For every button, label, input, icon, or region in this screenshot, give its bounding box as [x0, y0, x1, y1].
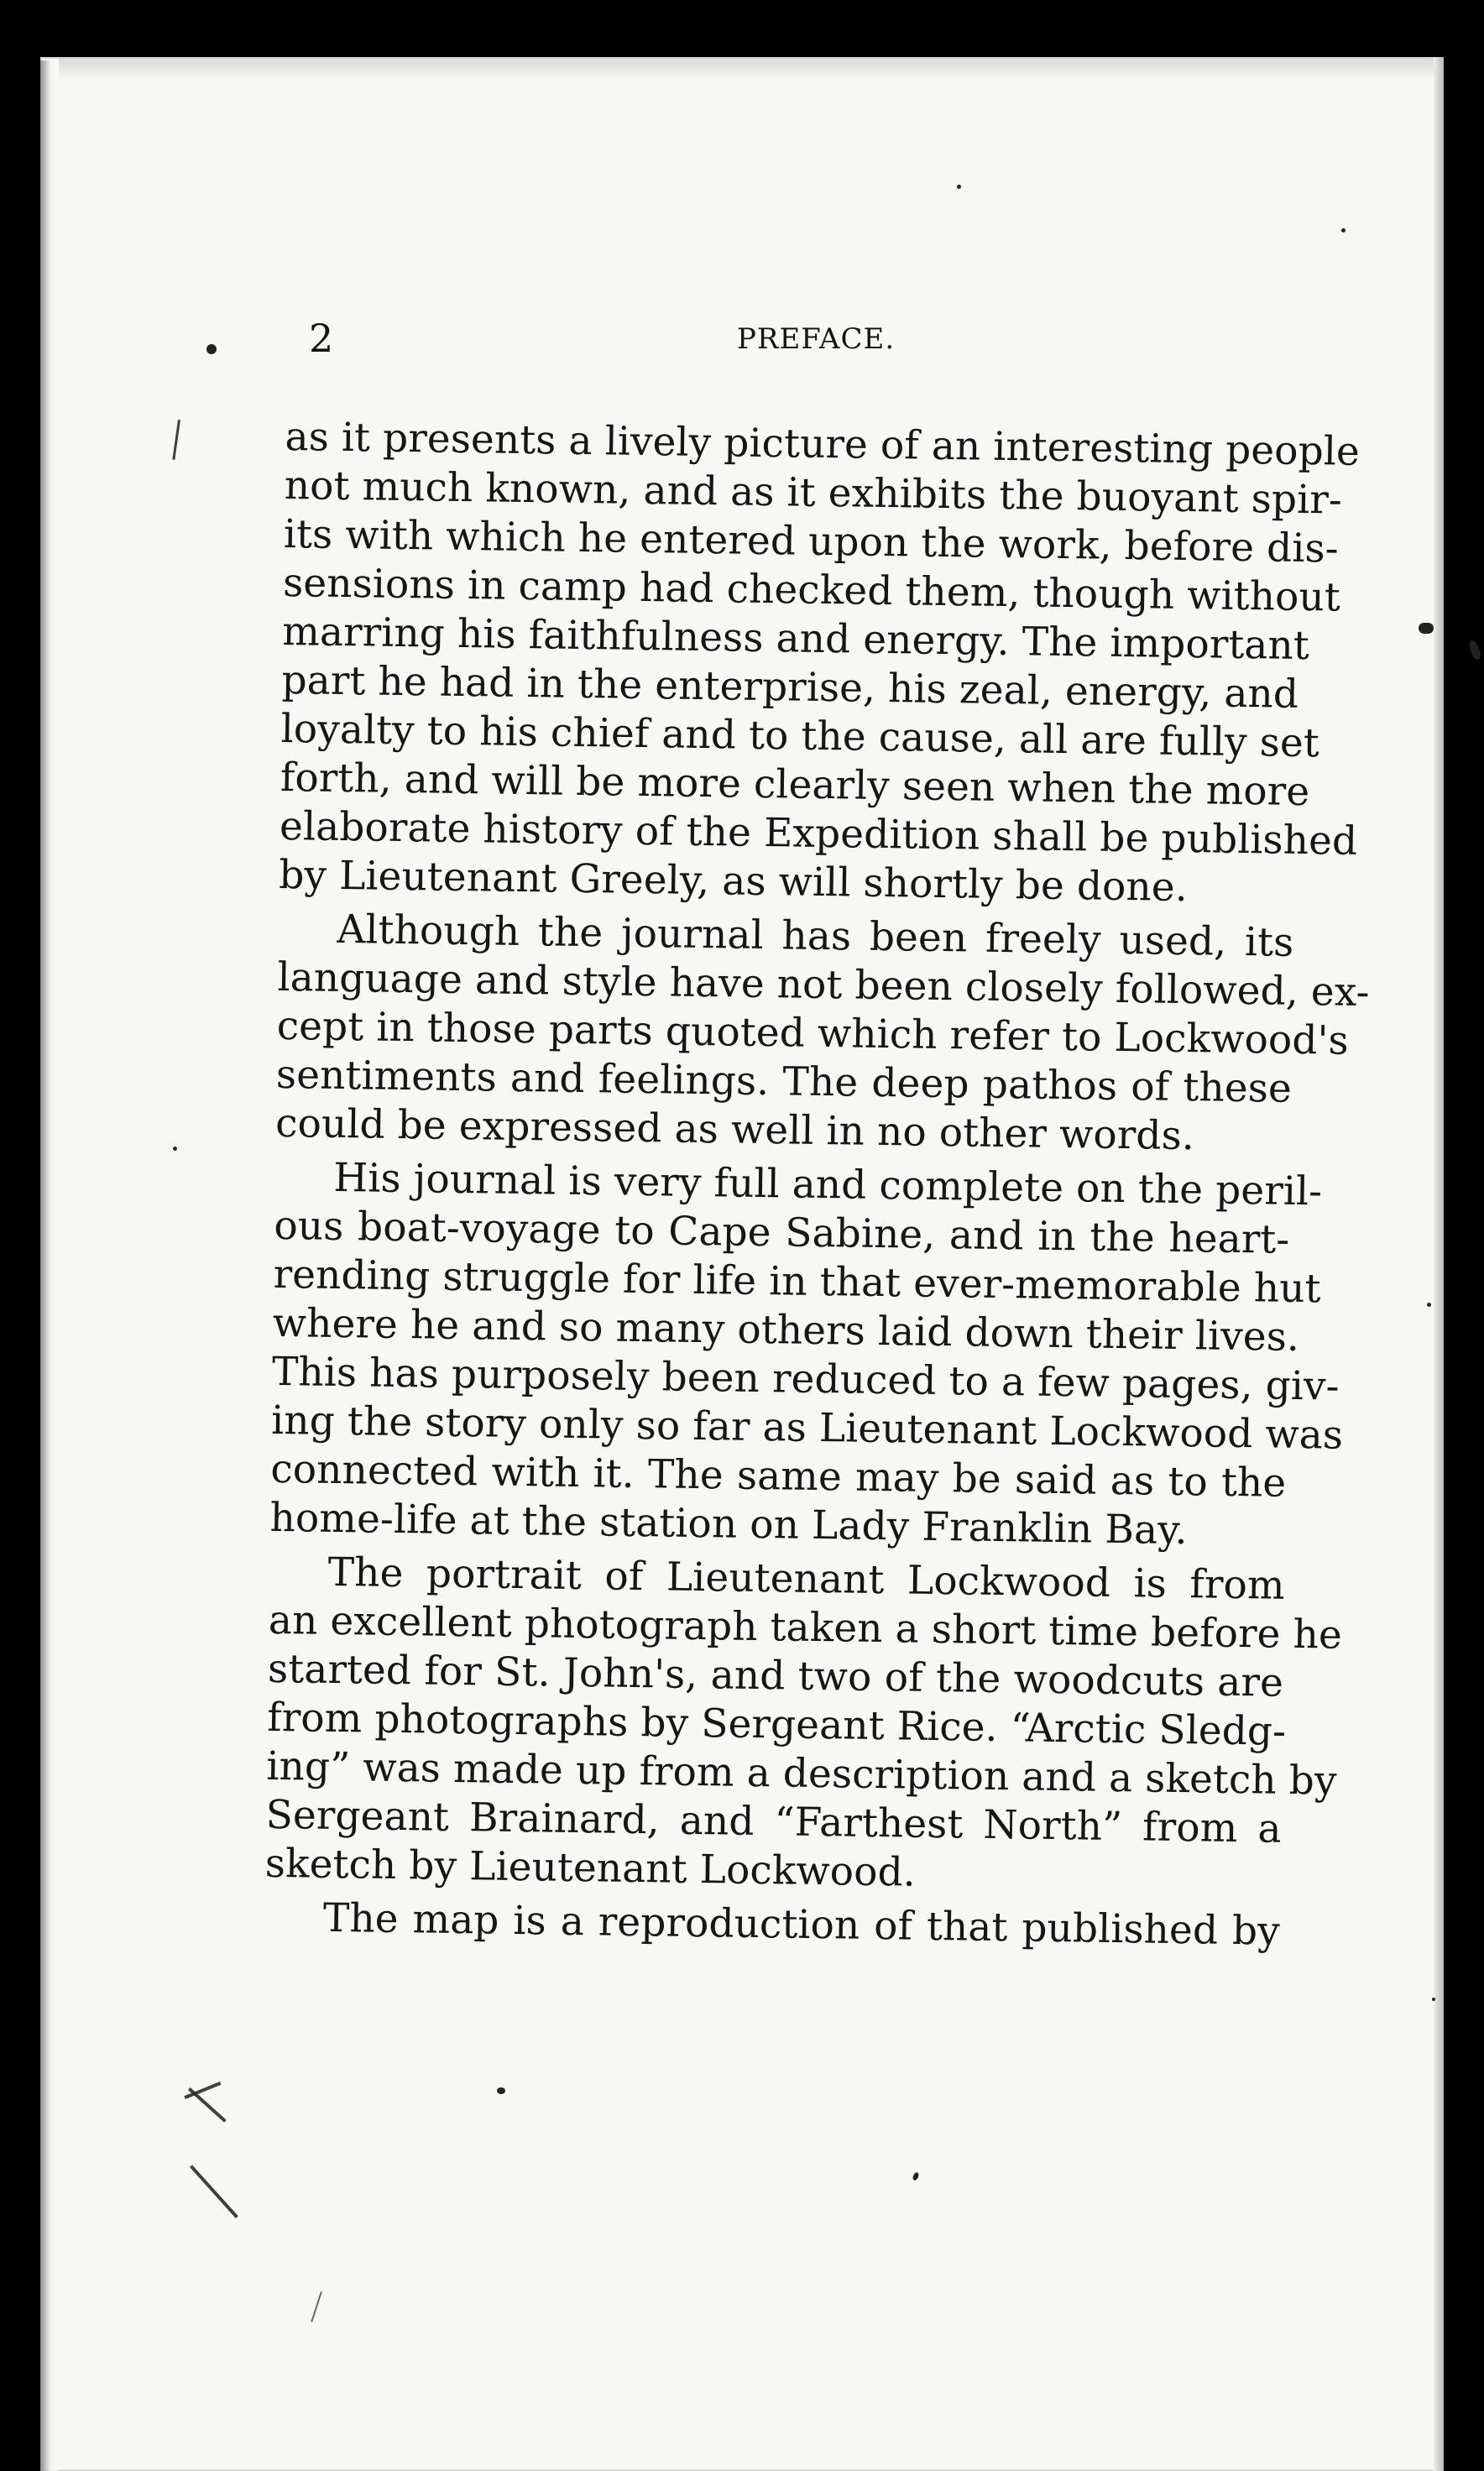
ink-speck: [1419, 623, 1434, 634]
ink-speck: [1341, 228, 1346, 232]
text-line: sketch by Lieutenant Lockwood.: [264, 1840, 917, 1896]
text-line: language and style have not been closely followed, ex-: [277, 953, 1370, 1016]
paragraph-first-line: The map is a reproduction of that published by: [322, 1894, 1281, 1955]
text-line: where he and so many others laid down their lives.: [272, 1299, 1300, 1361]
ink-speck: [497, 2087, 505, 2094]
paragraph-first-line: Although the journal has been freely used, its: [337, 906, 1294, 966]
page-number: 2: [309, 316, 334, 361]
page-top-edge: [59, 57, 1434, 81]
paragraph-first-line: His journal is very full and complete on the peril-: [332, 1154, 1323, 1215]
text-line: sensions in camp had checked them, though without: [282, 559, 1341, 621]
text-line: connected with it. The same may be said as to the: [270, 1445, 1287, 1507]
text-line: ing the story only so far as Lieutenant Lockwood was: [270, 1397, 1344, 1459]
page-right-edge: [1434, 57, 1444, 2471]
text-line: ing” was made up from a description and a sketch by: [266, 1742, 1337, 1805]
text-line: home-life at the station on Lady Franklin Bay.: [269, 1494, 1189, 1554]
text-line: as it presents a lively picture of an interesting people: [285, 413, 1361, 475]
text-line: sentiments and feelings. The deep pathos of these: [275, 1051, 1293, 1112]
paragraph-first-line: The portrait of Lieutenant Lockwood is from: [327, 1549, 1285, 1609]
text-line: Sergeant Brainard, and “Farthest North” from a: [265, 1791, 1282, 1852]
preface-text: [262, 413, 1370, 2089]
running-head: [309, 316, 1257, 369]
text-line: marring his faithfulness and energy. The important: [281, 608, 1310, 670]
ink-speck: [173, 1147, 177, 1151]
text-line: by Lieutenant Greely, as will shortly be done.: [278, 851, 1189, 912]
text-line: an excellent photograph taken a short time before he: [268, 1596, 1343, 1659]
ink-speck: [1427, 1303, 1431, 1307]
text-line: ous boat-voyage to Cape Sabine, and in the heart-: [274, 1202, 1290, 1263]
text-line: cept in those parts quoted which refer to Lockwood's: [276, 1002, 1350, 1064]
page-left-edge: [40, 60, 59, 2471]
text-line: part he had in the enterprise, his zeal, energy, and: [281, 656, 1299, 718]
text-line: loyalty to his chief and to the cause, all are fully set: [280, 705, 1320, 767]
text-line: not much known, and as it exhibits the buoyant spir-: [284, 462, 1343, 524]
text-line: forth, and will be more clearly seen when the more: [280, 754, 1310, 816]
text-line: elaborate history of the Expedition shall be published: [279, 802, 1358, 865]
text-line: could be expressed as well in no other words.: [274, 1100, 1195, 1160]
text-line: started for St. John's, and two of the woodcuts are: [267, 1645, 1284, 1706]
text-line: its with which he entered upon the work, before dis-: [283, 510, 1340, 572]
ink-speck: [957, 185, 961, 189]
text-line: from photographs by Sergeant Rice. “Arctic Sledg-: [266, 1694, 1287, 1755]
ink-speck: [1432, 1998, 1435, 2001]
running-title: PREFACE.: [737, 322, 896, 356]
text-line: rending struggle for life in that ever-memorable hut: [273, 1251, 1321, 1313]
text-line: This has purposely been reduced to a few pages, giv-: [271, 1348, 1340, 1410]
